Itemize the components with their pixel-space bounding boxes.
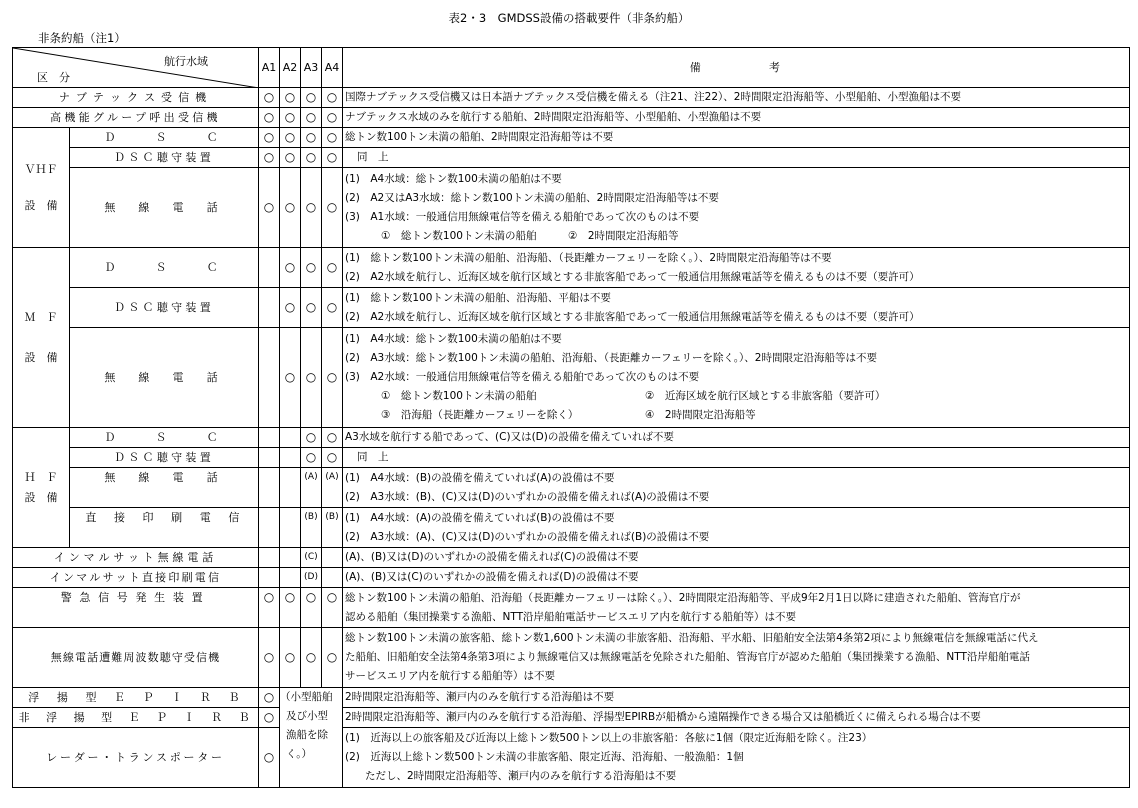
header-diagonal-cell [13,48,259,88]
page-title: 表2・3 GMDSS設備の搭載要件（非条約船） [448,11,690,25]
remark-line: (2) A2水域を航行し、近海区域を航行区域とする非旅客船であって一般通信用無線電話等を備えるものは不要（要許可） [345,310,920,323]
remarks-epirb-nonfloat: 2時間限定沿海船等、瀬戸内のみを航行する沿海船、浮揚型EPIRBが船橋から遠隔操作できる場合又は船橋近くに備えられる場合は不要 [343,708,1130,728]
small-vessel-note [280,688,343,788]
table-row [13,708,1130,728]
group-vhf-label2: 設 備 [24,198,58,212]
table-row [13,88,1130,108]
remark-line: サービスエリア内を航行する船舶等）は不要 [345,670,555,682]
table-row [13,728,1130,788]
remarks-vhf-watch: 同 上 [343,148,1130,168]
row-label-vhf-watch: ＤＳＣ聴守装置 [70,148,259,168]
mark-a2 [280,568,301,588]
table-row [13,448,1130,468]
table-row [13,588,1130,628]
row-label-mf-dsc: Ｄ Ｓ Ｃ [70,248,259,288]
remarks-epirb-float: 2時間限定沿海船等、瀬戸内のみを航行する沿海船は不要 [343,688,1130,708]
group-hf [13,428,70,548]
mark-a1 [259,288,280,328]
header-a2: A2 [280,48,301,88]
table-row [13,328,1130,428]
mark-a4: (B) [322,508,343,548]
table-row [13,168,1130,248]
header-a4: A4 [322,48,343,88]
mark-a2 [280,468,301,508]
table-row [13,288,1130,328]
mark-a1: ○ [259,128,280,148]
mark-a1: ○ [259,108,280,128]
table-row [13,468,1130,508]
remark-line: (2) A2水域を航行し、近海区域を航行区域とする非旅客船であって一般通信用無線電話等を備えるものは不要（要許可） [345,270,920,283]
mark-a2: ○ [280,588,301,628]
remark-line [345,406,1127,425]
mark-a3: (C) [301,548,322,568]
mark-a4: ○ [322,128,343,148]
row-label-sart: レーダー・トランスポーター [13,728,259,788]
group-mf [13,248,70,428]
row-label-egc: 高機能グループ呼出受信機 [13,108,259,128]
row-label-mf-watch: ＤＳＣ聴守装置 [70,288,259,328]
mark-a4 [322,568,343,588]
mark-a3: ○ [301,148,322,168]
row-label-mf-phone: 無 線 電 話 [70,328,259,428]
remarks-hf-phone [343,468,1130,508]
header-area-label: 航行水域 [164,55,208,68]
mark-a3: ○ [301,588,322,628]
remarks-hf-dsc: A3水域を航行する船であって、(C)又は(D)の設備を備えていれば不要 [343,428,1130,448]
mark-a3: (B) [301,508,322,548]
group-mf-label: Ｍ Ｆ [24,310,58,324]
mark-a1 [259,448,280,468]
mark-a4: ○ [322,88,343,108]
remarks-distress [343,628,1130,688]
remark-line: (2) A3水域：総トン数100トン未満の船舶、沿海船、（長距離カーフェリーを除く。）、2時間限定沿海船等は不要 [345,352,877,364]
remark-line: た船舶、旧船舶安全法第4条第3項により無線電信又は無線電話を免除された船舶、管海官庁が認めた船舶（集団操業する漁船、NTT沿岸船舶電話 [345,651,1030,663]
remark-line: (1) A4水域：(B)の設備を備えていれば(A)の設備は不要 [345,471,615,484]
remarks-sart [343,728,1130,788]
remark-line: (1) 近海以上の旅客船及び近海以上総トン数500トン以上の非旅客船：各舷に1個（限定近海船を除く。注23） [345,732,873,744]
mark-a4: ○ [322,328,343,428]
mark-a2 [280,548,301,568]
group-vhf-label: ＶＨＦ [24,162,58,176]
row-label-inm-telex: インマルサット直接印刷電信 [13,568,259,588]
remark-line: (3) A2水域：一般通信用無線電信等を備える船舶であって次のものは不要 [345,371,700,383]
mark-a1 [259,508,280,548]
mark-a2: ○ [280,108,301,128]
remark-line: (1) A4水域：総トン数100未満の船舶は不要 [345,333,562,345]
mark-a2 [280,428,301,448]
mark-a1 [259,328,280,428]
mark-a1: ○ [259,168,280,248]
remarks-vhf-dsc: 総トン数100トン未満の船舶、2時間限定沿海船等は不要 [343,128,1130,148]
mark-a3: ○ [301,128,322,148]
remark-line: 総トン数100トン未満の船舶、沿海船（長距離カーフェリーは除く。）、2時間限定沿海船等、平成9年2月1日以降に建造された船舶、管海官庁が [345,591,1021,604]
remark-line: ただし、2時間限定沿海船等、瀬戸内のみを航行する沿海船は不要 [365,770,677,782]
gmdss-requirements-table [12,47,1130,788]
table-row [13,568,1130,588]
mark-a4: ○ [322,428,343,448]
mark-a3: ○ [301,328,322,428]
row-label-hf-watch: ＤＳＣ聴守装置 [70,448,259,468]
remark-line: (1) 総トン数100トン未満の船舶、沿海船、（長距離カーフェリーを除く。）、2時間限定沿海船等は不要 [345,251,832,264]
row-label-distress: 無線電話遭難周波数聴守受信機 [13,628,259,688]
mark-a2: ○ [280,628,301,688]
header-a3: A3 [301,48,322,88]
note-line: く。） [286,748,313,760]
remark-line: ① 総トン数100トン未満の船舶 ② 2時間限定沿海船等 [381,229,679,242]
mark-a2: ○ [280,168,301,248]
mark-a2: ○ [280,328,301,428]
row-label-inm-phone: インマルサット無線電話 [13,548,259,568]
mark-a1 [259,548,280,568]
remark-line: (2) A3水域：(A)、(C)又は(D)のいずれかの設備を備えれば(B)の設備は不要 [345,530,710,543]
mark-a3: ○ [301,108,322,128]
mark-a1 [259,568,280,588]
remark-line: (1) A4水域：総トン数100未満の船舶は不要 [345,172,562,185]
mark-a1 [259,468,280,508]
remark-line: (3) A1水域：一般通信用無線電信等を備える船舶であって次のものは不要 [345,210,700,223]
remark-line: 総トン数100トン未満の旅客船、総トン数1,600トン未満の非旅客船、沿海船、平水船、旧船舶安全法第4条第2項により無線電信を無線電話に代え [345,632,1039,644]
mark-a3: ○ [301,248,322,288]
remark-line: (2) A3水域：(B)、(C)又は(D)のいずれかの設備を備えれば(A)の設備は不要 [345,490,710,503]
row-label-vhf-dsc: Ｄ Ｓ Ｃ [70,128,259,148]
header-class-label: 区 分 [37,71,70,84]
mark-a3: ○ [301,168,322,248]
mark-a2: ○ [280,288,301,328]
mark-a2: ○ [280,128,301,148]
table-row [13,428,1130,448]
remark-line: (2) 近海以上総トン数500トン未満の非旅客船、限定近海、沿海船、一般漁船：1個 [345,751,744,763]
note-line: 及び小型 [286,710,328,722]
remarks-navtex: 国際ナブテックス受信機又は日本語ナブテックス受信機を備える（注21、注22）、2時間限定沿海船等、小型船舶、小型漁船は不要 [343,88,1130,108]
mark-a1: ○ [259,588,280,628]
mark-a1: ○ [259,148,280,168]
group-hf-label: Ｈ Ｆ [24,470,58,484]
mark-a2: ○ [280,148,301,168]
table-row [13,688,1130,708]
mark-a4: ○ [322,588,343,628]
mark-a1: ○ [259,88,280,108]
remark-item: ③ 沿海船（長距離カーフェリーを除く） [381,409,579,421]
mark-a1 [259,248,280,288]
row-label-alarm: 警急信号発生装置 [13,588,259,628]
mark-a4 [322,548,343,568]
remark-line: 認める船舶（集団操業する漁船、NTT沿岸船舶電話サービスエリア内を航行する船舶等）は不要 [345,610,796,623]
row-label-epirb-float: 浮 揚 型 Ｅ Ｐ Ｉ Ｒ Ｂ [13,688,259,708]
table-row [13,508,1130,548]
mark-a3: ○ [301,428,322,448]
mark-a4: ○ [322,168,343,248]
row-label-navtex: ナブテックス受信機 [13,88,259,108]
mark-a3: ○ [301,88,322,108]
remark-line: (2) A2又はA3水域：総トン数100トン未満の船舶、2時間限定沿海船等は不要 [345,191,719,204]
remark-line: (1) A4水域：(A)の設備を備えていれば(B)の設備は不要 [345,511,615,524]
mark-a4: ○ [322,248,343,288]
remarks-hf-telex [343,508,1130,548]
mark-a1: ○ [259,628,280,688]
note-line: 漁船を除 [286,729,328,741]
note-line: （小型船舶 [280,691,333,703]
row-label-hf-telex: 直 接 印 刷 電 信 [70,508,259,548]
table-note: 非条約船（注1） [38,31,126,45]
mark-a1: ○ [259,688,280,708]
mark-a3: ○ [301,628,322,688]
remark-item: ① 総トン数100トン未満の船舶 [381,390,537,402]
remarks-hf-watch: 同 上 [343,448,1130,468]
row-label-epirb-nonfloat: 非 浮 揚 型 Ｅ Ｐ Ｉ Ｒ Ｂ [13,708,259,728]
table-row [13,128,1130,148]
group-vhf [13,128,70,248]
mark-a1: ○ [259,708,280,728]
mark-a4: ○ [322,148,343,168]
mark-a2: ○ [280,88,301,108]
mark-a2 [280,508,301,548]
mark-a4: (A) [322,468,343,508]
remark-line [345,387,1127,406]
mark-a2 [280,448,301,468]
mark-a3: (D) [301,568,322,588]
mark-a3: ○ [301,288,322,328]
mark-a4: ○ [322,448,343,468]
row-label-hf-dsc: Ｄ Ｓ Ｃ [70,428,259,448]
row-label-vhf-phone: 無 線 電 話 [70,168,259,248]
remark-line: (1) 総トン数100トン未満の船舶、沿海船、平船は不要 [345,291,611,304]
mark-a3: (A) [301,468,322,508]
remarks-inm-phone: (A)、(B)又は(D)のいずれかの設備を備えれば(C)の設備は不要 [343,548,1130,568]
mark-a4: ○ [322,108,343,128]
header-remarks: 備 考 [343,48,1130,88]
mark-a4: ○ [322,628,343,688]
table-row [13,628,1130,688]
remarks-egc: ナブテックス水域のみを航行する船舶、2時間限定沿海船等、小型船舶、小型漁船は不要 [343,108,1130,128]
table-row [13,148,1130,168]
header-a1: A1 [259,48,280,88]
table-row [13,548,1130,568]
mark-a1 [259,428,280,448]
remarks-mf-phone [343,328,1130,428]
row-label-hf-phone: 無 線 電 話 [70,468,259,508]
mark-a3: ○ [301,448,322,468]
remarks-mf-dsc [343,248,1130,288]
table-row [13,108,1130,128]
table-row [13,248,1130,288]
remarks-inm-telex: (A)、(B)又は(C)のいずれかの設備を備えれば(D)の設備は不要 [343,568,1130,588]
mark-a1: ○ [259,728,280,788]
remark-item: ② 近海区域を航行区域とする非旅客船（要許可） [645,390,886,402]
remarks-alarm [343,588,1130,628]
mark-a2: ○ [280,248,301,288]
remarks-mf-watch [343,288,1130,328]
group-mf-label2: 設 備 [24,350,58,364]
group-hf-label2: 設 備 [24,490,58,504]
remarks-vhf-phone [343,168,1130,248]
remark-item: ④ 2時間限定沿海船等 [645,409,756,421]
mark-a4: ○ [322,288,343,328]
